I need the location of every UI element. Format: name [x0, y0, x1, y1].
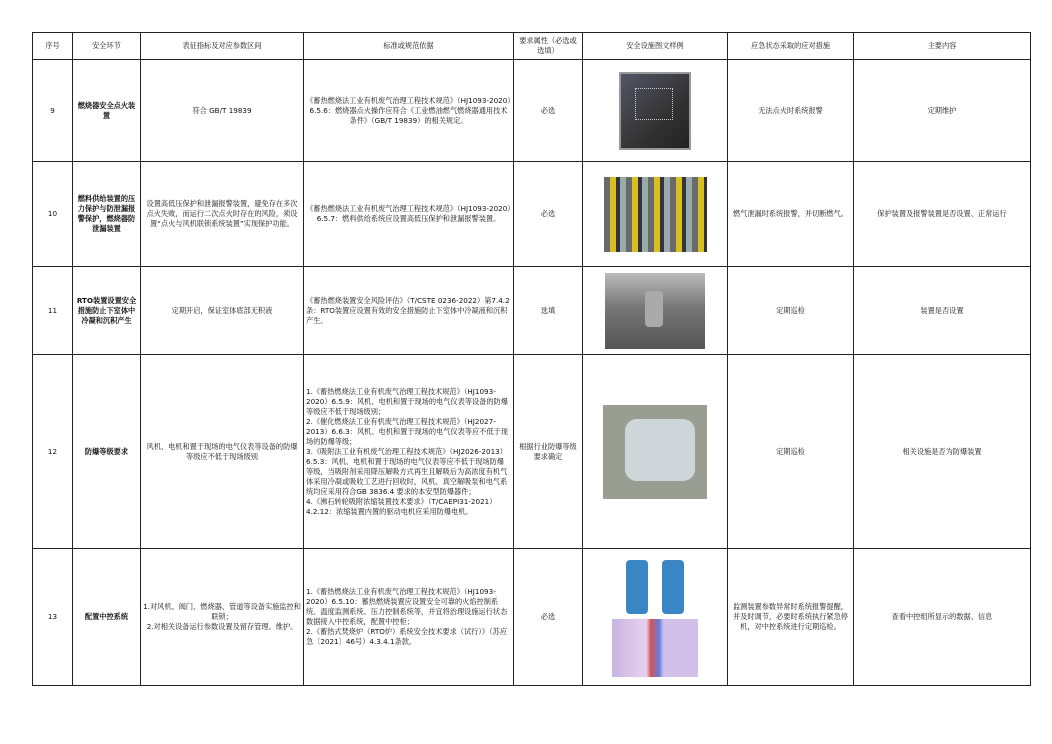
row-attr: 必选 — [514, 60, 583, 162]
row-link: RTO装置设置安全措施防止下室体中冷凝和沉积产生 — [73, 267, 141, 355]
row-image — [583, 162, 728, 267]
row-no: 9 — [33, 60, 73, 162]
table-row — [33, 355, 1031, 549]
header-no: 序号 — [33, 33, 73, 60]
row-indicator: 符合 GB/T 19839 — [141, 60, 304, 162]
row-no: 12 — [33, 355, 73, 549]
row-measure: 燃气泄漏时系统报警，并切断燃气。 — [728, 162, 854, 267]
header-attr: 要求属性（必选或选填） — [514, 33, 583, 60]
burner-controller-image — [619, 72, 691, 150]
header-measure: 应急状态采取的应对措施 — [728, 33, 854, 60]
row-indicator: 设置高低压保护和泄漏报警装置，避免存在多次点火失败，而运行二次点火时存在的风险，须设置“点火与风机联锁系统装置”实现保护功能。 — [141, 162, 304, 267]
row-attr: 必选 — [514, 162, 583, 267]
table-row — [33, 60, 1031, 162]
row-basis: 1.《蓄热燃烧法工业有机废气治理工程技术规范》（HJ1093-2020）6.5.9：风机、电机和置于现场的电气仪表等设备的防爆等级应不低于现场级别； 2.《催化燃烧法工业有机废气治理工程技术规范》（HJ2027-2013）6.6.3：风机、电机和置于现场的电气仪表等应不低于现场的防爆等级； 3.《吸附法工业有机废气治理工程技术规范》（HJ2026-2013）6.5.3：风机、电机和置于现场的电气仪表等应不低于现场防爆等级，当吸附剂采用降压解吸方式再生且解吸后为高浓度有机气体采用冷凝或吸收工艺进行回收时，风机、真空解吸泵和电气系统均应采用符合GB 3836.4 要求的本安型防爆器件； 4.《沸石转轮吸附浓缩装置技术要求》（T/CAEPI31-2021）4.2.12：浓缩装置内置的驱动电机应采用防爆电机。 — [304, 355, 514, 549]
row-content: 查看中控组所显示的数据、信息 — [854, 549, 1031, 686]
row-basis: 《蓄热燃烧装置安全风险评估》（T/CSTE 0236-2022）第7.4.2条：RTO装置应设置有效的安全措施防止下室体中冷凝液和沉积产生。 — [304, 267, 514, 355]
explosion-proof-motor-image — [603, 405, 707, 499]
header-indicator: 表征指标及对应参数区间 — [141, 33, 304, 60]
pressure-transmitter-image — [610, 558, 700, 616]
safety-facility-table — [32, 32, 1031, 686]
row-indicator: 定期开启，保证室体底部无积液 — [141, 267, 304, 355]
header-content: 主要内容 — [854, 33, 1031, 60]
row-link: 燃烧器安全点火装置 — [73, 60, 141, 162]
header-link: 安全环节 — [73, 33, 141, 60]
row-image — [583, 267, 728, 355]
row-attr: 根据行业防爆等级要求确定 — [514, 355, 583, 549]
row-content: 定期维护 — [854, 60, 1031, 162]
row-attr: 选填 — [514, 267, 583, 355]
table-row — [33, 549, 1031, 686]
row-measure: 定期巡检 — [728, 355, 854, 549]
row-basis: 1.《蓄热燃烧法工业有机废气治理工程技术规范》（HJ1093-2020）6.5.10：蓄热燃烧装置应设置安全可靠的火焰控制系统、温度监测系统、压力控制系统等，并宜将治理设施运行状态数据接入中控系统，配置中控柜； 2.《蓄热式焚烧炉（RTO炉）系统安全技术要求（试行）》（苏应急〔2021〕46号）4.3.4.1条款。 — [304, 549, 514, 686]
row-no: 13 — [33, 549, 73, 686]
row-link: 防爆等级要求 — [73, 355, 141, 549]
row-image — [583, 355, 728, 549]
row-content: 相关设施是否为防爆装置 — [854, 355, 1031, 549]
fuel-supply-image — [604, 177, 707, 252]
row-measure: 无法点火时系统报警 — [728, 60, 854, 162]
row-indicator: 风机、电机和置于现场的电气仪表等设备的防爆等级应不低于现场级别 — [141, 355, 304, 549]
row-basis: 《蓄热燃烧法工业有机废气治理工程技术规范》（HJ1093-2020）6.5.7：燃料供给系统应设置高低压保护和泄漏报警装置。 — [304, 162, 514, 267]
row-measure: 定期巡检 — [728, 267, 854, 355]
row-attr: 必选 — [514, 549, 583, 686]
row-indicator: 1.对风机、阀门、燃烧器、管道等设备实施监控和联锁； 2.对相关设备运行参数设置及留存管理、维护。 — [141, 549, 304, 686]
drain-valve-image — [605, 273, 705, 349]
row-no: 10 — [33, 162, 73, 267]
header-basis: 标准或规范依据 — [304, 33, 514, 60]
row-measure: 监测装置参数异常时系统报警提醒，并及时调节，必要时系统执行紧急停机，对中控系统进行定期巡检。 — [728, 549, 854, 686]
row-content: 装置是否设置 — [854, 267, 1031, 355]
central-control-screen-image — [612, 619, 698, 677]
row-image — [583, 60, 728, 162]
row-no: 11 — [33, 267, 73, 355]
row-basis: 《蓄热燃烧法工业有机废气治理工程技术规范》（HJ1093-2020）6.5.6：燃烧器点火操作应符合《工业燃油燃气燃烧器通用技术条件》（GB/T 19839）的相关规定。 — [304, 60, 514, 162]
table-row — [33, 267, 1031, 355]
row-link: 配置中控系统 — [73, 549, 141, 686]
row-content: 保护装置及报警装置是否设置、正常运行 — [854, 162, 1031, 267]
header-image: 安全设施图文样例 — [583, 33, 728, 60]
row-link: 燃料供给装置的压力保护与防泄漏报警保护，燃烧器防泄漏装置 — [73, 162, 141, 267]
row-image — [583, 549, 728, 686]
table-header-row — [33, 33, 1031, 60]
table-row — [33, 162, 1031, 267]
